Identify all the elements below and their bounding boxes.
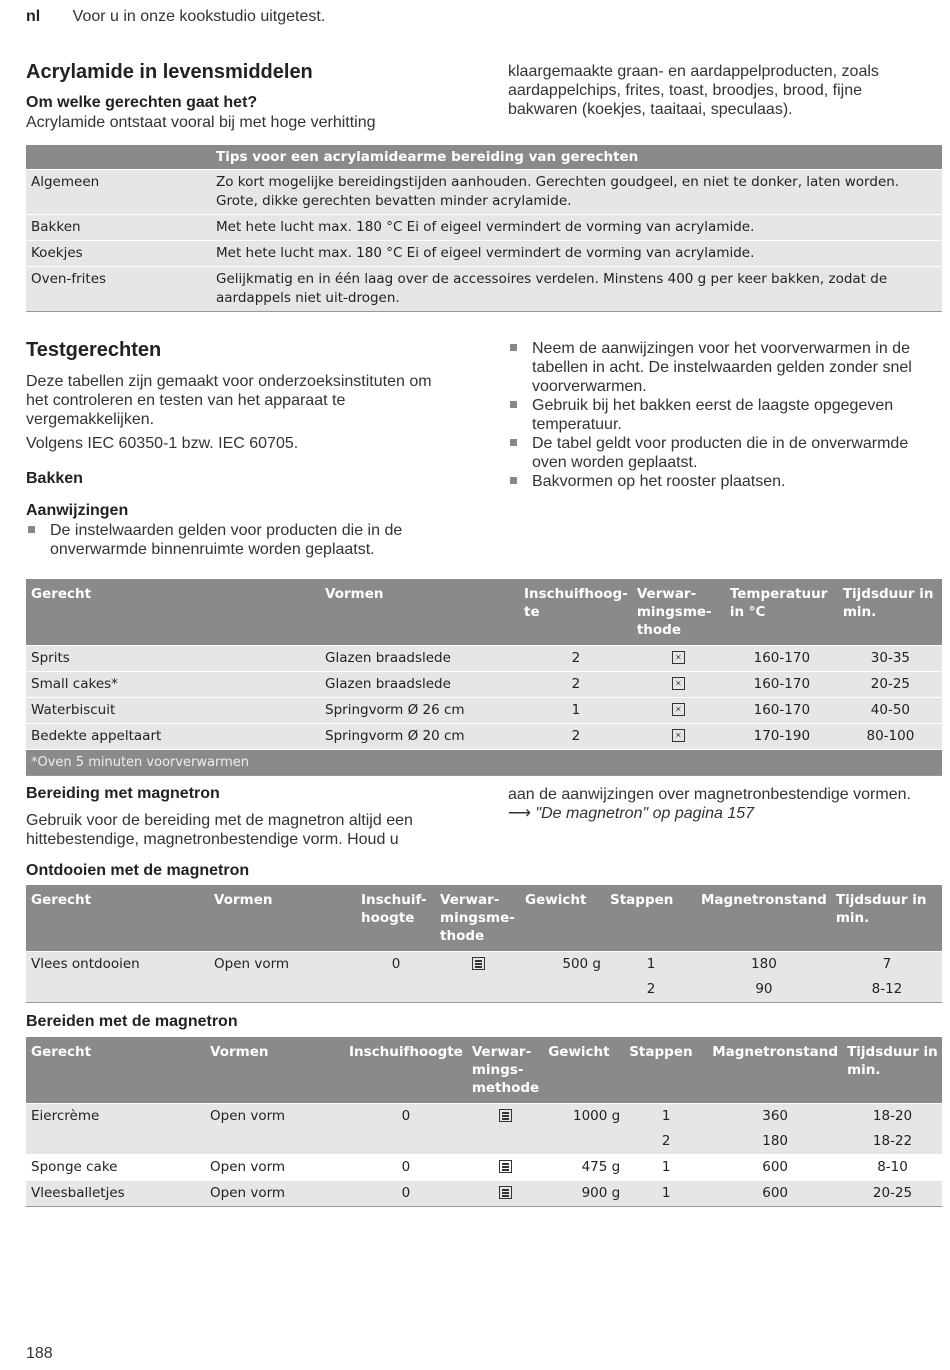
column-header: Vormen xyxy=(209,885,356,952)
bakken-heading: Bakken xyxy=(26,470,83,487)
heating-method-cell xyxy=(467,1155,543,1181)
cook-title: Bereiden met de magnetron xyxy=(26,1013,238,1030)
table-row xyxy=(26,215,942,241)
column-header: Stappen xyxy=(624,1037,707,1104)
column-header: Tijdsduur in min. xyxy=(831,885,942,952)
table-cell: 600 xyxy=(707,1181,842,1207)
table-cell: Waterbiscuit xyxy=(26,698,320,724)
bullet-square-icon xyxy=(28,526,35,533)
table-cell xyxy=(344,1129,467,1155)
table-row xyxy=(26,698,942,724)
bake-table xyxy=(26,579,942,776)
table-cell: 2 xyxy=(519,672,632,698)
table-cell: 7 xyxy=(831,952,942,978)
table-cell xyxy=(26,1129,205,1155)
column-header: Gerecht xyxy=(26,1037,205,1104)
table-cell: 18-20 xyxy=(842,1104,942,1130)
table-cell: 2 xyxy=(519,724,632,750)
table-cell: 1 xyxy=(624,1155,707,1181)
table-row xyxy=(26,672,942,698)
tips-row-label: Koekjes xyxy=(26,241,211,267)
table-row xyxy=(26,1155,942,1181)
column-header: Verwar-mingsme-thode xyxy=(435,885,520,952)
table-row xyxy=(26,241,942,267)
bullet-item xyxy=(26,521,480,559)
test-title: Testgerechten xyxy=(26,339,162,361)
heating-method-cell xyxy=(632,672,725,698)
fan-icon xyxy=(672,651,685,664)
microwave-icon xyxy=(499,1186,512,1199)
table-cell: Sprits xyxy=(26,646,320,672)
column-header: Tijdsduur in min. xyxy=(842,1037,942,1104)
table-cell: 8-10 xyxy=(842,1155,942,1181)
table-cell: 170-190 xyxy=(725,724,838,750)
table-row xyxy=(26,267,942,312)
column-header: Inschuif-hoogte xyxy=(356,885,435,952)
table-cell: 160-170 xyxy=(725,698,838,724)
acrylamide-title: Acrylamide in levensmiddelen xyxy=(26,61,313,83)
table-cell: Open vorm xyxy=(205,1155,344,1181)
tips-row-text: Met hete lucht max. 180 °C Ei of eigeel vermindert de vorming van acrylamide. xyxy=(211,215,942,241)
heating-method-cell xyxy=(435,952,520,978)
header-text: Voor u in onze kookstudio uitgetest. xyxy=(72,8,326,25)
table-cell: Small cakes* xyxy=(26,672,320,698)
table-cell xyxy=(26,977,209,1003)
table-cell: Bedekte appeltaart xyxy=(26,724,320,750)
tips-row-text: Met hete lucht max. 180 °C Ei of eigeel vermindert de vorming van acrylamide. xyxy=(211,241,942,267)
table-cell: 1000 g xyxy=(543,1104,624,1130)
column-header: Tijdsduur in min. xyxy=(838,579,942,646)
microwave-icon xyxy=(472,957,485,970)
magnetron-text-right xyxy=(508,785,928,823)
bullet-text: De instelwaarden gelden voor producten die in de onverwarmde binnenruimte worden geplaatst. xyxy=(50,522,403,558)
table-cell: 18-22 xyxy=(842,1129,942,1155)
bullet-square-icon xyxy=(510,344,517,351)
column-header: Gerecht xyxy=(26,579,320,646)
table-cell: 90 xyxy=(696,977,831,1003)
microwave-icon xyxy=(499,1109,512,1122)
table-cell: 30-35 xyxy=(838,646,942,672)
column-header: Gerecht xyxy=(26,885,209,952)
table-cell: Eiercrème xyxy=(26,1104,205,1130)
table-cell xyxy=(205,1129,344,1155)
column-header: Vormen xyxy=(320,579,519,646)
table-cell: 0 xyxy=(356,952,435,978)
column-header: Stappen xyxy=(605,885,696,952)
cook-table xyxy=(26,1037,942,1207)
table-cell: 1 xyxy=(519,698,632,724)
table-cell: 475 g xyxy=(543,1155,624,1181)
table-cell: 360 xyxy=(707,1104,842,1130)
table-cell xyxy=(356,977,435,1003)
table-cell: Open vorm xyxy=(209,952,356,978)
table-cell: 80-100 xyxy=(838,724,942,750)
microwave-icon xyxy=(499,1160,512,1173)
tips-row-label: Oven-frites xyxy=(26,267,211,312)
heating-method-cell xyxy=(632,646,725,672)
test-intro: Deze tabellen zijn gemaakt voor onderzoeksinstituten om het controleren en testen van het apparaat te vergemakkelijken. xyxy=(26,373,432,428)
table-cell: 160-170 xyxy=(725,646,838,672)
table-row xyxy=(26,952,942,978)
bullet-square-icon xyxy=(510,439,517,446)
column-header: Magnetronstand xyxy=(707,1037,842,1104)
magnetron-text: aan de aanwijzingen over magnetronbestendige vormen. xyxy=(508,786,911,803)
bullet-text: Neem de aanwijzingen voor het voorverwarmen in de tabellen in acht. De instelwaarden gelden zonder snel voorverwarmen. xyxy=(532,340,912,395)
aanwijzingen-heading: Aanwijzingen xyxy=(26,502,129,519)
table-cell xyxy=(435,977,520,1003)
table-cell: Sponge cake xyxy=(26,1155,205,1181)
table-cell: 2 xyxy=(519,646,632,672)
table-cell: Glazen braadslede xyxy=(320,646,519,672)
table-row xyxy=(26,170,942,215)
magnetron-title: Bereiding met magnetron xyxy=(26,785,220,802)
tips-table-header: Tips voor een acrylamidearme bereiding van gerechten xyxy=(211,145,942,170)
column-header: Verwar-mingsme-thode xyxy=(632,579,725,646)
magnetron-text-left: Gebruik voor de bereiding met de magnetron altijd een hittebestendige, magnetronbestendige vorm. Houd u xyxy=(26,812,413,848)
bullet-text: De tabel geldt voor producten die in de onverwarmde oven worden geplaatst. xyxy=(532,435,909,471)
table-row xyxy=(26,724,942,750)
table-cell: 0 xyxy=(344,1104,467,1130)
column-header: Vormen xyxy=(205,1037,344,1104)
bullet-square-icon xyxy=(510,401,517,408)
table-cell xyxy=(467,1129,543,1155)
bullets-right xyxy=(508,339,936,491)
table-cell xyxy=(520,977,605,1003)
heating-method-cell xyxy=(467,1181,543,1207)
tips-row-text: Gelijkmatig en in één laag over de accessoires verdelen. Minstens 400 g per keer bakken, zodat de aardappels niet uit-drogen. xyxy=(211,267,942,312)
table-cell: 0 xyxy=(344,1181,467,1207)
column-header: Magnetronstand xyxy=(696,885,831,952)
fan-icon xyxy=(672,703,685,716)
table-cell: 180 xyxy=(707,1129,842,1155)
table-cell: 2 xyxy=(605,977,696,1003)
bullet-square-icon xyxy=(510,477,517,484)
table-cell: 1 xyxy=(624,1181,707,1207)
column-header: Gewicht xyxy=(520,885,605,952)
heating-method-cell xyxy=(632,724,725,750)
column-header: Inschuifhoogte xyxy=(344,1037,467,1104)
arrow-right-icon: ⟶ xyxy=(508,805,536,822)
table-row xyxy=(26,1129,942,1155)
bullet-item xyxy=(508,339,936,396)
tips-table-corner xyxy=(26,145,211,170)
table-row xyxy=(26,1104,942,1130)
language-code: nl xyxy=(26,8,41,25)
table-cell: 500 g xyxy=(520,952,605,978)
table-cell: 20-25 xyxy=(842,1181,942,1207)
acrylamide-question: Om welke gerechten gaat het? xyxy=(26,94,258,111)
bullet-item xyxy=(508,434,936,472)
column-header: Verwar-mings-methode xyxy=(467,1037,543,1104)
test-norm: Volgens IEC 60350-1 bzw. IEC 60705. xyxy=(26,435,299,452)
table-cell: 40-50 xyxy=(838,698,942,724)
defrost-title: Ontdooien met de magnetron xyxy=(26,862,250,879)
acrylamide-text-left: Acrylamide ontstaat vooral bij met hoge verhitting xyxy=(26,114,376,131)
page-reference-link[interactable]: "De magnetron" op pagina 157 xyxy=(535,805,755,822)
table-cell: 600 xyxy=(707,1155,842,1181)
column-header: Inschuifhoog-te xyxy=(519,579,632,646)
column-header: Gewicht xyxy=(543,1037,624,1104)
table-cell: 1 xyxy=(624,1104,707,1130)
table-cell: Open vorm xyxy=(205,1181,344,1207)
tips-row-label: Algemeen xyxy=(26,170,211,215)
table-cell: Glazen braadslede xyxy=(320,672,519,698)
table-cell: 900 g xyxy=(543,1181,624,1207)
bullet-item xyxy=(508,396,936,434)
table-cell: Vlees ontdooien xyxy=(26,952,209,978)
fan-icon xyxy=(672,729,685,742)
heating-method-cell xyxy=(467,1104,543,1130)
tips-row-text: Zo kort mogelijke bereidingstijden aanhouden. Gerechten goudgeel, en niet te donker, laten worden. Grote, dikke gerechten bevatten minder acrylamide. xyxy=(211,170,942,215)
table-row xyxy=(26,1181,942,1207)
table-cell xyxy=(209,977,356,1003)
heating-method-cell xyxy=(632,698,725,724)
column-header: Temperatuur in °C xyxy=(725,579,838,646)
table-cell xyxy=(543,1129,624,1155)
table-cell: 2 xyxy=(624,1129,707,1155)
page-header xyxy=(26,8,325,26)
table-cell: 160-170 xyxy=(725,672,838,698)
table-cell: Springvorm Ø 20 cm xyxy=(320,724,519,750)
table-row xyxy=(26,646,942,672)
table-cell: 20-25 xyxy=(838,672,942,698)
table-cell: Open vorm xyxy=(205,1104,344,1130)
bullet-text: Bakvormen op het rooster plaatsen. xyxy=(532,473,786,490)
bullet-item xyxy=(508,472,936,491)
table-cell: 180 xyxy=(696,952,831,978)
table-cell: 0 xyxy=(344,1155,467,1181)
tips-row-label: Bakken xyxy=(26,215,211,241)
fan-icon xyxy=(672,677,685,690)
bake-footnote: *Oven 5 minuten voorverwarmen xyxy=(26,750,942,776)
page-number: 188 xyxy=(26,1345,53,1362)
table-cell: 8-12 xyxy=(831,977,942,1003)
defrost-table xyxy=(26,885,942,1003)
table-cell: 1 xyxy=(605,952,696,978)
table-cell: Vleesballetjes xyxy=(26,1181,205,1207)
bullet-text: Gebruik bij het bakken eerst de laagste opgegeven temperatuur. xyxy=(532,397,894,433)
acrylamide-text-right: klaargemaakte graan- en aardappelproducten, zoals aardappelchips, frites, toast, broodjes, brood, fijne bakwaren (koekjes, taaitaai, speculaas). xyxy=(508,63,879,118)
tips-table xyxy=(26,145,942,312)
table-row xyxy=(26,977,942,1003)
table-cell: Springvorm Ø 26 cm xyxy=(320,698,519,724)
